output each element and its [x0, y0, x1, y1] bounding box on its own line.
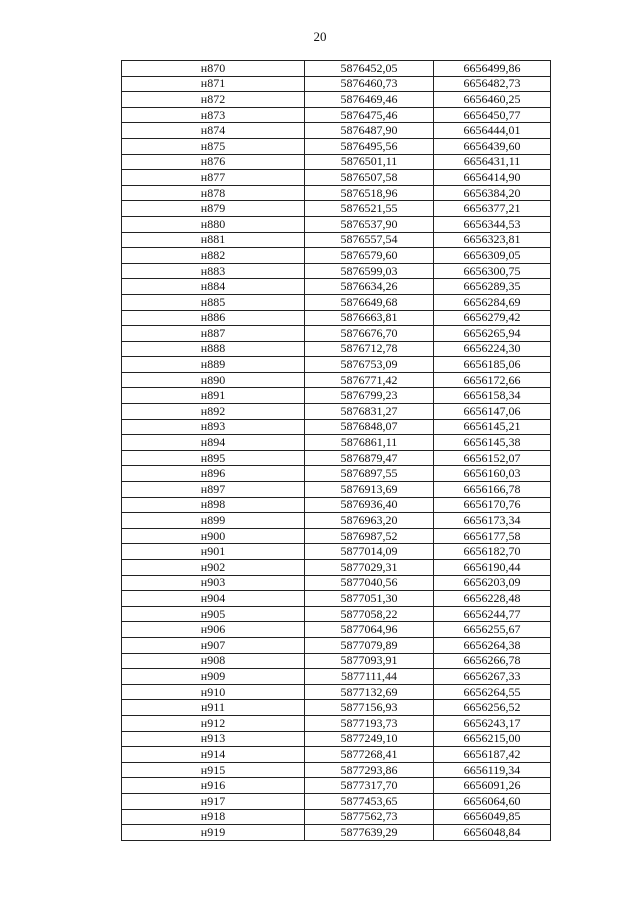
table-row [122, 528, 551, 544]
table-row [122, 232, 551, 248]
x-coordinate-cell: 5876475,46 [305, 107, 434, 123]
table-row [122, 809, 551, 825]
coordinates-table [121, 60, 551, 841]
table-row [122, 154, 551, 170]
x-coordinate-cell: 5876579,60 [305, 248, 434, 264]
table-row [122, 466, 551, 482]
table-row [122, 778, 551, 794]
x-coordinate-cell: 5876649,68 [305, 294, 434, 310]
table-row [122, 138, 551, 154]
table-row [122, 263, 551, 279]
point-id-cell: н887 [122, 326, 305, 342]
y-coordinate-cell: 6656255,67 [434, 622, 551, 638]
y-coordinate-cell: 6656190,44 [434, 560, 551, 576]
x-coordinate-cell: 5877193,73 [305, 715, 434, 731]
table-row [122, 435, 551, 451]
x-coordinate-cell: 5876963,20 [305, 513, 434, 529]
point-id-cell: н892 [122, 404, 305, 420]
point-id-cell: н880 [122, 216, 305, 232]
x-coordinate-cell: 5876663,81 [305, 310, 434, 326]
point-id-cell: н876 [122, 154, 305, 170]
table-row [122, 92, 551, 108]
y-coordinate-cell: 6656279,42 [434, 310, 551, 326]
y-coordinate-cell: 6656158,34 [434, 388, 551, 404]
y-coordinate-cell: 6656499,86 [434, 61, 551, 77]
x-coordinate-cell: 5876469,46 [305, 92, 434, 108]
point-id-cell: н905 [122, 606, 305, 622]
y-coordinate-cell: 6656482,73 [434, 76, 551, 92]
y-coordinate-cell: 6656091,26 [434, 778, 551, 794]
point-id-cell: н899 [122, 513, 305, 529]
y-coordinate-cell: 6656185,06 [434, 357, 551, 373]
table-row [122, 294, 551, 310]
y-coordinate-cell: 6656444,01 [434, 123, 551, 139]
y-coordinate-cell: 6656152,07 [434, 450, 551, 466]
table-row [122, 793, 551, 809]
y-coordinate-cell: 6656182,70 [434, 544, 551, 560]
point-id-cell: н889 [122, 357, 305, 373]
x-coordinate-cell: 5876557,54 [305, 232, 434, 248]
point-id-cell: н890 [122, 372, 305, 388]
x-coordinate-cell: 5877040,56 [305, 575, 434, 591]
x-coordinate-cell: 5876460,73 [305, 76, 434, 92]
table-row [122, 170, 551, 186]
y-coordinate-cell: 6656160,03 [434, 466, 551, 482]
point-id-cell: н878 [122, 185, 305, 201]
x-coordinate-cell: 5876848,07 [305, 419, 434, 435]
table-row [122, 560, 551, 576]
x-coordinate-cell: 5877014,09 [305, 544, 434, 560]
point-id-cell: н916 [122, 778, 305, 794]
point-id-cell: н909 [122, 669, 305, 685]
x-coordinate-cell: 5876507,58 [305, 170, 434, 186]
point-id-cell: н874 [122, 123, 305, 139]
x-coordinate-cell: 5877293,86 [305, 762, 434, 778]
x-coordinate-cell: 5876913,69 [305, 482, 434, 498]
y-coordinate-cell: 6656264,38 [434, 637, 551, 653]
x-coordinate-cell: 5876676,70 [305, 326, 434, 342]
y-coordinate-cell: 6656243,17 [434, 715, 551, 731]
x-coordinate-cell: 5877249,10 [305, 731, 434, 747]
table-row [122, 404, 551, 420]
point-id-cell: н911 [122, 700, 305, 716]
y-coordinate-cell: 6656166,78 [434, 482, 551, 498]
point-id-cell: н900 [122, 528, 305, 544]
point-id-cell: н873 [122, 107, 305, 123]
point-id-cell: н910 [122, 684, 305, 700]
point-id-cell: н917 [122, 793, 305, 809]
y-coordinate-cell: 6656048,84 [434, 825, 551, 841]
y-coordinate-cell: 6656215,00 [434, 731, 551, 747]
table-row [122, 372, 551, 388]
x-coordinate-cell: 5876537,90 [305, 216, 434, 232]
y-coordinate-cell: 6656064,60 [434, 793, 551, 809]
x-coordinate-cell: 5877058,22 [305, 606, 434, 622]
x-coordinate-cell: 5877093,91 [305, 653, 434, 669]
x-coordinate-cell: 5876879,47 [305, 450, 434, 466]
y-coordinate-cell: 6656323,81 [434, 232, 551, 248]
point-id-cell: н872 [122, 92, 305, 108]
table-row [122, 544, 551, 560]
point-id-cell: н888 [122, 341, 305, 357]
x-coordinate-cell: 5876897,55 [305, 466, 434, 482]
x-coordinate-cell: 5877268,41 [305, 747, 434, 763]
x-coordinate-cell: 5876753,09 [305, 357, 434, 373]
point-id-cell: н914 [122, 747, 305, 763]
x-coordinate-cell: 5876634,26 [305, 279, 434, 295]
table-row [122, 669, 551, 685]
table-row [122, 357, 551, 373]
table-row [122, 513, 551, 529]
table-row [122, 419, 551, 435]
y-coordinate-cell: 6656267,33 [434, 669, 551, 685]
table-row [122, 482, 551, 498]
table-row [122, 653, 551, 669]
x-coordinate-cell: 5876771,42 [305, 372, 434, 388]
y-coordinate-cell: 6656203,09 [434, 575, 551, 591]
y-coordinate-cell: 6656172,66 [434, 372, 551, 388]
point-id-cell: н904 [122, 591, 305, 607]
y-coordinate-cell: 6656284,69 [434, 294, 551, 310]
y-coordinate-cell: 6656224,30 [434, 341, 551, 357]
point-id-cell: н894 [122, 435, 305, 451]
point-id-cell: н875 [122, 138, 305, 154]
table-row [122, 575, 551, 591]
y-coordinate-cell: 6656300,75 [434, 263, 551, 279]
point-id-cell: н877 [122, 170, 305, 186]
x-coordinate-cell: 5877051,30 [305, 591, 434, 607]
table-row [122, 762, 551, 778]
x-coordinate-cell: 5877029,31 [305, 560, 434, 576]
x-coordinate-cell: 5876799,23 [305, 388, 434, 404]
x-coordinate-cell: 5877453,65 [305, 793, 434, 809]
table-row [122, 622, 551, 638]
y-coordinate-cell: 6656119,34 [434, 762, 551, 778]
x-coordinate-cell: 5877132,69 [305, 684, 434, 700]
x-coordinate-cell: 5877079,89 [305, 637, 434, 653]
point-id-cell: н915 [122, 762, 305, 778]
page-number: 20 [313, 29, 327, 44]
table-row [122, 747, 551, 763]
table-row [122, 341, 551, 357]
y-coordinate-cell: 6656049,85 [434, 809, 551, 825]
table-row [122, 591, 551, 607]
point-id-cell: н870 [122, 61, 305, 77]
table-row [122, 76, 551, 92]
x-coordinate-cell: 5876452,05 [305, 61, 434, 77]
point-id-cell: н896 [122, 466, 305, 482]
x-coordinate-cell: 5876487,90 [305, 123, 434, 139]
y-coordinate-cell: 6656377,21 [434, 201, 551, 217]
y-coordinate-cell: 6656244,77 [434, 606, 551, 622]
table-row [122, 123, 551, 139]
table-row [122, 185, 551, 201]
y-coordinate-cell: 6656145,21 [434, 419, 551, 435]
y-coordinate-cell: 6656177,58 [434, 528, 551, 544]
table-row [122, 606, 551, 622]
y-coordinate-cell: 6656460,25 [434, 92, 551, 108]
table-row [122, 107, 551, 123]
point-id-cell: н918 [122, 809, 305, 825]
point-id-cell: н902 [122, 560, 305, 576]
y-coordinate-cell: 6656414,90 [434, 170, 551, 186]
point-id-cell: н895 [122, 450, 305, 466]
point-id-cell: н879 [122, 201, 305, 217]
table-row [122, 731, 551, 747]
table-row [122, 637, 551, 653]
table-row [122, 450, 551, 466]
point-id-cell: н907 [122, 637, 305, 653]
y-coordinate-cell: 6656309,05 [434, 248, 551, 264]
x-coordinate-cell: 5877317,70 [305, 778, 434, 794]
x-coordinate-cell: 5877562,73 [305, 809, 434, 825]
point-id-cell: н881 [122, 232, 305, 248]
y-coordinate-cell: 6656145,38 [434, 435, 551, 451]
point-id-cell: н903 [122, 575, 305, 591]
y-coordinate-cell: 6656264,55 [434, 684, 551, 700]
table-row [122, 310, 551, 326]
x-coordinate-cell: 5876495,56 [305, 138, 434, 154]
point-id-cell: н885 [122, 294, 305, 310]
y-coordinate-cell: 6656187,42 [434, 747, 551, 763]
table-row [122, 684, 551, 700]
x-coordinate-cell: 5876987,52 [305, 528, 434, 544]
y-coordinate-cell: 6656439,60 [434, 138, 551, 154]
y-coordinate-cell: 6656256,52 [434, 700, 551, 716]
point-id-cell: н886 [122, 310, 305, 326]
x-coordinate-cell: 5876861,11 [305, 435, 434, 451]
y-coordinate-cell: 6656266,78 [434, 653, 551, 669]
x-coordinate-cell: 5877639,29 [305, 825, 434, 841]
x-coordinate-cell: 5876501,11 [305, 154, 434, 170]
point-id-cell: н906 [122, 622, 305, 638]
x-coordinate-cell: 5876521,55 [305, 201, 434, 217]
x-coordinate-cell: 5876712,78 [305, 341, 434, 357]
table-row [122, 497, 551, 513]
point-id-cell: н912 [122, 715, 305, 731]
table-row [122, 326, 551, 342]
point-id-cell: н913 [122, 731, 305, 747]
table-row [122, 279, 551, 295]
y-coordinate-cell: 6656170,76 [434, 497, 551, 513]
table-row [122, 248, 551, 264]
x-coordinate-cell: 5876936,40 [305, 497, 434, 513]
point-id-cell: н871 [122, 76, 305, 92]
y-coordinate-cell: 6656450,77 [434, 107, 551, 123]
y-coordinate-cell: 6656289,35 [434, 279, 551, 295]
x-coordinate-cell: 5876831,27 [305, 404, 434, 420]
table-row [122, 715, 551, 731]
point-id-cell: н919 [122, 825, 305, 841]
point-id-cell: н898 [122, 497, 305, 513]
point-id-cell: н893 [122, 419, 305, 435]
point-id-cell: н901 [122, 544, 305, 560]
point-id-cell: н897 [122, 482, 305, 498]
y-coordinate-cell: 6656147,06 [434, 404, 551, 420]
y-coordinate-cell: 6656384,20 [434, 185, 551, 201]
table-row [122, 61, 551, 77]
y-coordinate-cell: 6656344,53 [434, 216, 551, 232]
y-coordinate-cell: 6656228,48 [434, 591, 551, 607]
x-coordinate-cell: 5877064,96 [305, 622, 434, 638]
table-row [122, 825, 551, 841]
point-id-cell: н883 [122, 263, 305, 279]
y-coordinate-cell: 6656173,34 [434, 513, 551, 529]
table-row [122, 700, 551, 716]
x-coordinate-cell: 5877111,44 [305, 669, 434, 685]
point-id-cell: н891 [122, 388, 305, 404]
x-coordinate-cell: 5877156,93 [305, 700, 434, 716]
point-id-cell: н884 [122, 279, 305, 295]
table-row [122, 388, 551, 404]
x-coordinate-cell: 5876518,96 [305, 185, 434, 201]
table-row [122, 201, 551, 217]
x-coordinate-cell: 5876599,03 [305, 263, 434, 279]
coordinates-table-body [122, 61, 551, 841]
y-coordinate-cell: 6656431,11 [434, 154, 551, 170]
table-row [122, 216, 551, 232]
y-coordinate-cell: 6656265,94 [434, 326, 551, 342]
point-id-cell: н908 [122, 653, 305, 669]
point-id-cell: н882 [122, 248, 305, 264]
